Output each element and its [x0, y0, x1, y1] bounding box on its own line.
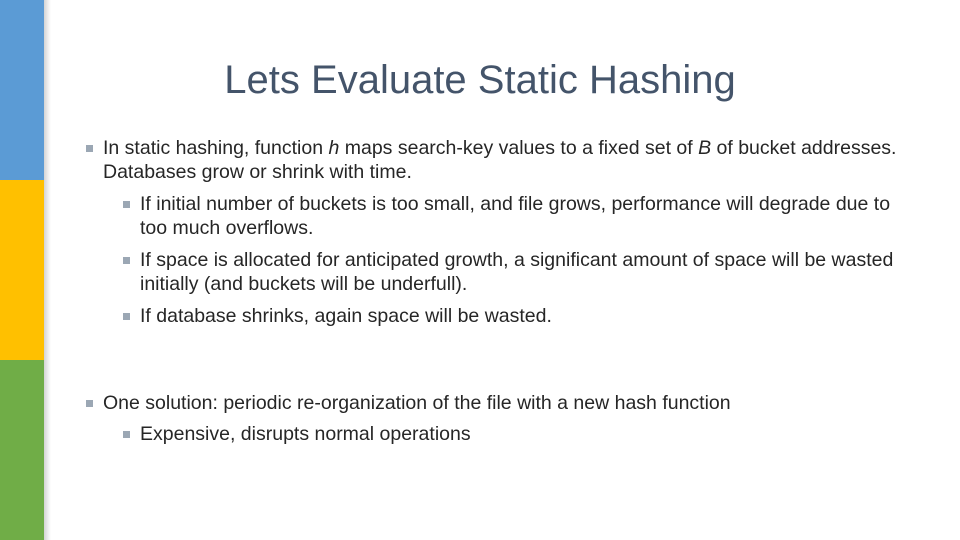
- bullet-text: If space is allocated for anticipated growth, a significant amount of space will be wasted initially (and buckets will be underfull).: [140, 249, 894, 295]
- bullet-marker-icon: [123, 201, 130, 208]
- bullet-text: If database shrinks, again space will be wasted.: [140, 305, 552, 327]
- sidebar-band-green: [0, 360, 44, 540]
- bullet-marker-icon: [123, 431, 130, 438]
- sub-bullet-item: [123, 304, 906, 328]
- bullet-marker-icon: [86, 400, 93, 407]
- bullet-marker-icon: [86, 145, 93, 152]
- bullet-text: If initial number of buckets is too small, and file grows, performance will degrade due to too much overflows.: [140, 193, 891, 239]
- bullet-marker-icon: [123, 257, 130, 264]
- bullet-item: [86, 136, 906, 184]
- sub-bullet-item: [123, 422, 906, 446]
- sub-bullet-item: [123, 248, 906, 296]
- slide-body: [86, 136, 906, 446]
- sub-bullet-item: [123, 192, 906, 240]
- bullet-marker-icon: [123, 313, 130, 320]
- sidebar-band-yellow: [0, 180, 44, 360]
- bullet-item: [86, 391, 906, 415]
- slide-title: Lets Evaluate Static Hashing: [224, 58, 736, 102]
- bullet-text: Expensive, disrupts normal operations: [140, 423, 471, 445]
- bullet-text: One solution: periodic re-organization of the file with a new hash function: [103, 392, 731, 414]
- bullet-text: In static hashing, function h maps search-key values to a fixed set of B of bucket addresses. Databases grow or shrink with time.: [103, 137, 897, 183]
